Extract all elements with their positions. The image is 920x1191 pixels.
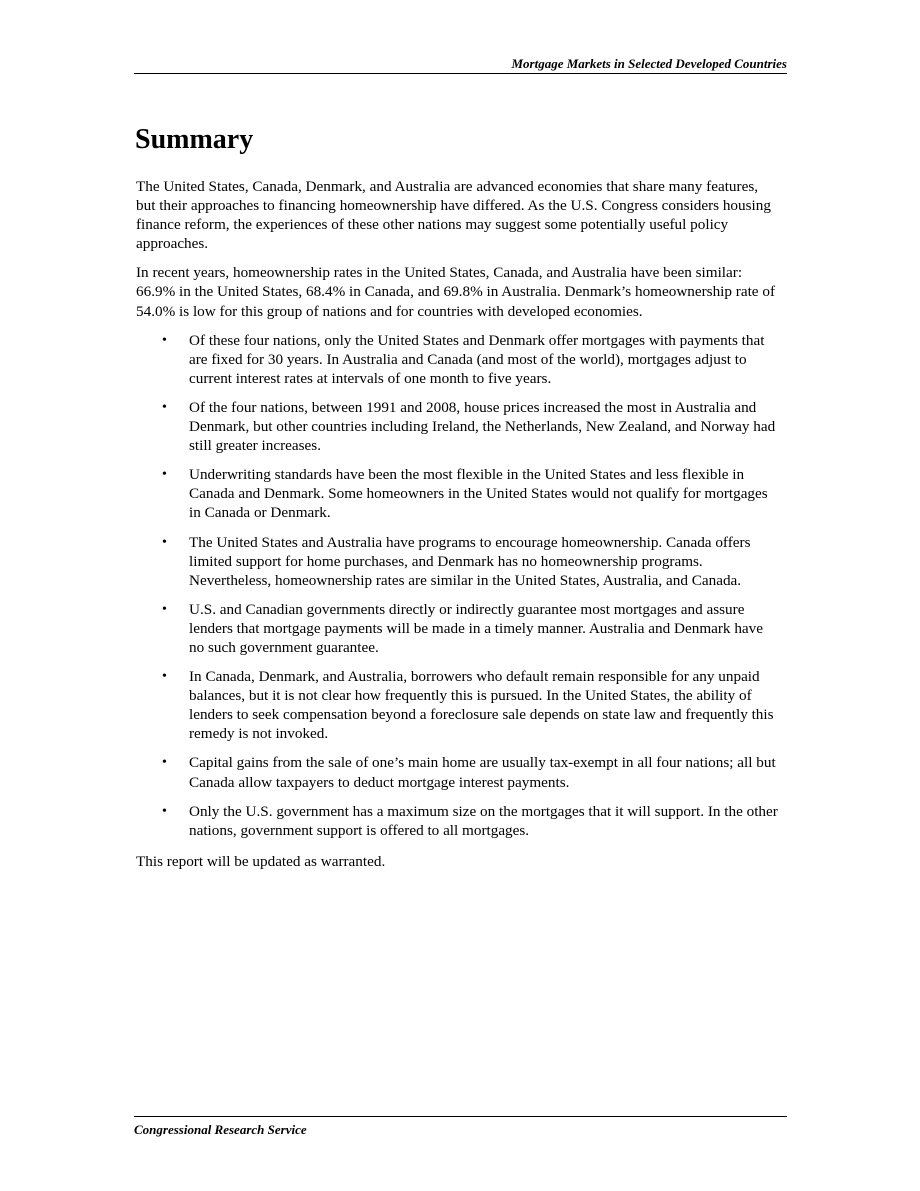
list-item-text: Underwriting standards have been the most flexible in the United States and less flexible in Canada and Denmark. Some homeowners in the United States would not qualify for mortgages in Canada or Denmark. <box>189 466 768 522</box>
list-item-text: Of these four nations, only the United States and Denmark offer mortgages with payments that are fixed for 30 years. In Australia and Canada (and most of the world), mortgages adjust to current interest rates at intervals of one month to five years. <box>189 331 765 387</box>
page-title: Summary <box>135 124 254 155</box>
list-item-text: Of the four nations, between 1991 and 2008, house prices increased the most in Australia and Denmark, but other countries including Ireland, the Netherlands, New Zealand, and Norway had still greater increases. <box>189 398 776 455</box>
list-item <box>136 600 779 657</box>
bullet-icon: • <box>162 332 167 348</box>
list-item <box>136 533 779 590</box>
bullet-icon: • <box>162 534 167 550</box>
bullet-icon: • <box>162 467 167 483</box>
list-item <box>136 331 779 388</box>
bullet-icon: • <box>162 601 167 617</box>
list-item <box>136 465 779 522</box>
bullet-icon: • <box>162 803 167 819</box>
list-item-text: The United States and Australia have programs to encourage homeownership. Canada offers limited support for home purchases, and Denmark has no homeownership programs. Nevertheless, homeownership rates are similar in the United States, Australia, and Canada. <box>189 533 751 589</box>
list-item-text: Capital gains from the sale of one’s main home are usually tax-exempt in all four nations; all but Canada allow taxpayers to deduct mortgage interest payments. <box>189 754 776 791</box>
summary-body <box>136 177 776 871</box>
list-item <box>136 398 779 455</box>
findings-list <box>136 331 776 840</box>
list-item <box>136 667 779 743</box>
intro-paragraph: The United States, Canada, Denmark, and Australia are advanced economies that share many features, but their approaches to financing homeownership have differed. As the U.S. Congress considers housing finance reform, the experiences of these other nations may suggest some potentially useful policy approaches. <box>136 178 771 253</box>
list-item <box>136 753 779 791</box>
bullet-icon: • <box>162 669 167 685</box>
bullet-icon: • <box>162 399 167 415</box>
homeownership-rates-paragraph: In recent years, homeownership rates in the United States, Canada, and Australia have been similar: 66.9% in the United States, 68.4% in Canada, and 69.8% in Australia. Denmark’s homeownership rate of 54.0% is low for this group of nations and for countries with developed economies. <box>136 264 776 320</box>
list-item-text: Only the U.S. government has a maximum size on the mortgages that it will support. In the other nations, government support is offered to all mortgages. <box>189 802 778 839</box>
closing-note: This report will be updated as warranted. <box>136 852 386 870</box>
list-item-text: In Canada, Denmark, and Australia, borrowers who default remain responsible for any unpaid balances, but it is not clear how frequently this is pursued. In the United States, the ability of lenders to seek compensation beyond a foreclosure sale depends on state law and frequently this remedy is not invoked. <box>189 668 774 743</box>
running-header: Mortgage Markets in Selected Developed Countries <box>134 54 787 74</box>
bullet-icon: • <box>162 755 167 771</box>
page-footer: Congressional Research Service <box>134 1116 787 1139</box>
list-item <box>136 802 789 840</box>
list-item-text: U.S. and Canadian governments directly or indirectly guarantee most mortgages and assure lenders that mortgage payments will be made in a timely manner. Australia and Denmark have no such government guarantee. <box>189 600 763 656</box>
